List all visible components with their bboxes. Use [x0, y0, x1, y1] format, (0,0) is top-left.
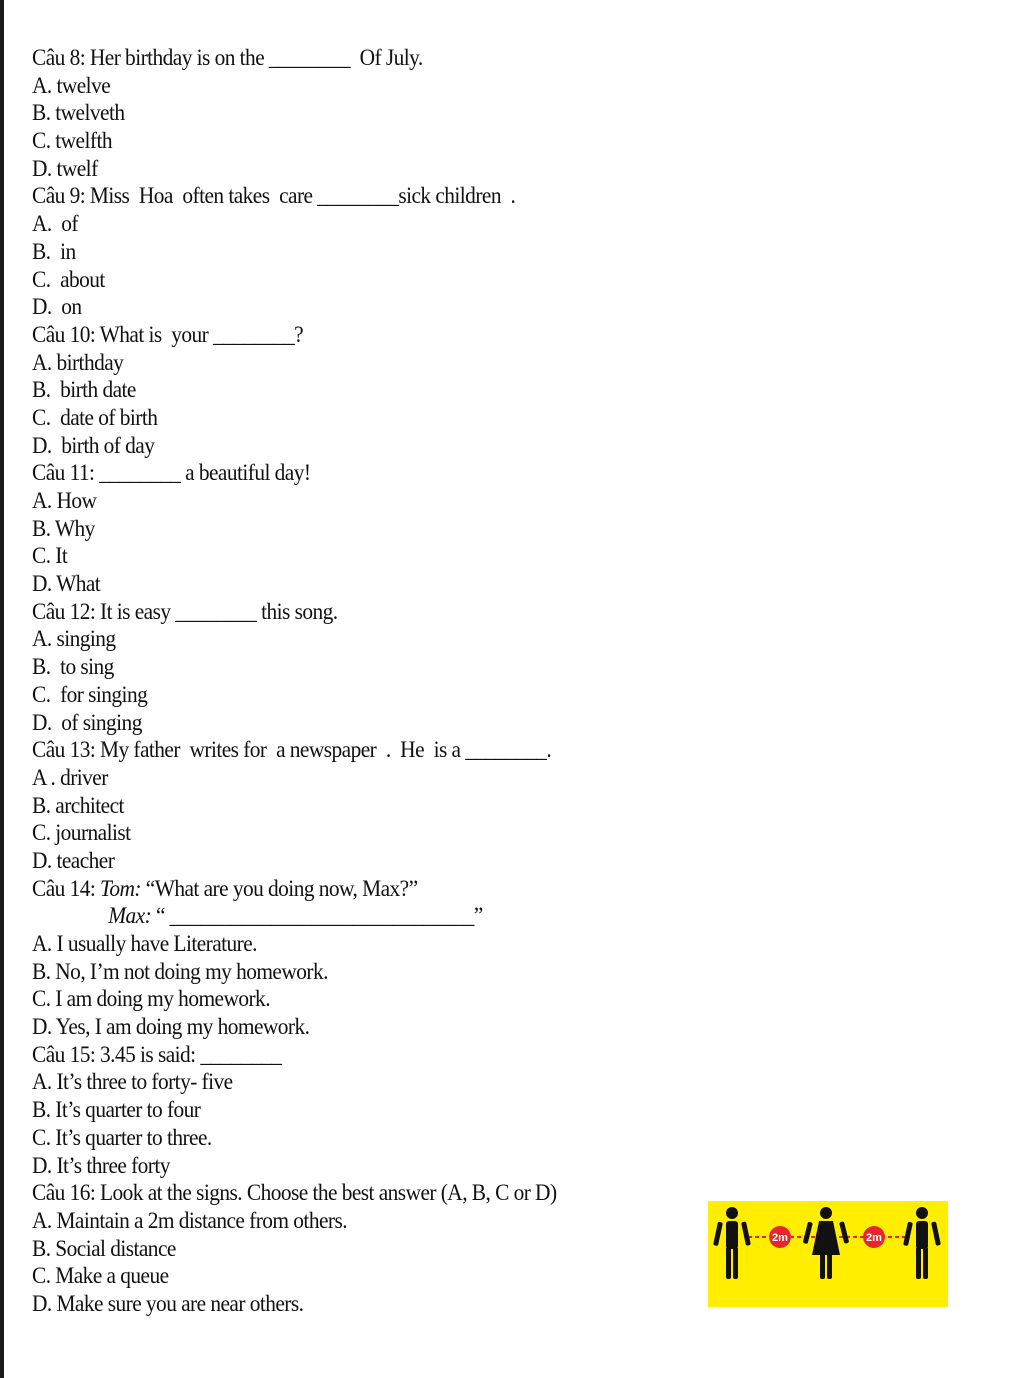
question-10-option-a: A. birthday	[32, 349, 124, 375]
distance-label-2: 2m	[866, 1232, 882, 1244]
question-15-option-d: D. It’s three forty	[32, 1152, 170, 1178]
max-dialogue-blank: “ ______________________________”	[151, 903, 483, 929]
question-14-option-b: B. No, I’m not doing my homework.	[32, 958, 328, 984]
question-15-option-b: B. It’s quarter to four	[32, 1097, 201, 1123]
person-icon	[713, 1207, 751, 1279]
question-9-stem: Câu 9: Miss Hoa often takes care ________sick children .	[32, 183, 516, 209]
question-10	[32, 321, 712, 459]
question-14-response-line	[32, 902, 664, 930]
question-14-prefix: Câu 14:	[32, 875, 101, 901]
question-15-stem: Câu 15: 3.45 is said: ________	[32, 1041, 282, 1067]
question-15-option-a: A. It’s three to forty- five	[32, 1069, 233, 1095]
distance-badge-icon	[863, 1226, 885, 1248]
question-8-option-a: A. twelve	[32, 72, 111, 98]
question-13-stem: Câu 13: My father writes for a newspaper . He is a ________.	[32, 737, 552, 763]
distance-label-1: 2m	[772, 1232, 788, 1244]
question-13-option-a: A . driver	[32, 764, 108, 790]
question-11-option-c: C. It	[32, 543, 68, 569]
question-12-option-d: D. of singing	[32, 709, 142, 735]
speaker-tom: Tom:	[100, 875, 141, 901]
question-14-stem	[32, 875, 664, 903]
question-16-option-a: A. Maintain a 2m distance from others.	[32, 1207, 348, 1233]
question-9-option-b: B. in	[32, 238, 76, 264]
question-10-option-c: C. date of birth	[32, 404, 158, 430]
question-12-option-b: B. to sing	[32, 654, 114, 680]
question-9-option-a: A. of	[32, 211, 78, 237]
question-14-option-c: C. I am doing my homework.	[32, 986, 270, 1012]
question-10-stem: Câu 10: What is your ________?	[32, 321, 304, 347]
question-11-stem: Câu 11: ________ a beautiful day!	[32, 460, 311, 486]
speaker-max: Max:	[108, 903, 152, 929]
question-10-option-b: B. birth date	[32, 377, 136, 403]
question-13-option-b: B. architect	[32, 792, 124, 818]
worksheet	[32, 44, 712, 1318]
question-16-stem: Câu 16: Look at the signs. Choose the best answer (A, B, C or D)	[32, 1180, 557, 1206]
question-9-option-c: C. about	[32, 266, 105, 292]
question-8-stem: Câu 8: Her birthday is on the ________ Of July.	[32, 45, 423, 70]
question-12-option-c: C. for singing	[32, 681, 148, 707]
question-13	[32, 736, 712, 874]
question-16-option-b: B. Social distance	[32, 1235, 176, 1261]
person-icon	[903, 1207, 941, 1279]
question-11-option-d: D. What	[32, 571, 101, 597]
question-11-option-b: B. Why	[32, 515, 95, 541]
question-14	[32, 875, 712, 1041]
social-distance-sign-graphic	[708, 1201, 948, 1307]
question-12	[32, 598, 712, 736]
question-15	[32, 1041, 712, 1179]
question-13-option-c: C. journalist	[32, 820, 131, 846]
question-8-option-b: B. twelveth	[32, 100, 125, 126]
tom-dialogue: “What are you doing now, Max?”	[140, 875, 418, 901]
question-14-option-a: A. I usually have Literature.	[32, 931, 257, 956]
question-8-option-d: D. twelf	[32, 155, 98, 181]
page-left-border	[0, 0, 4, 1378]
distance-badge-icon	[769, 1226, 791, 1248]
question-8	[32, 44, 712, 182]
social-distance-sign	[708, 1201, 948, 1307]
question-16-option-d: D. Make sure you are near others.	[32, 1290, 304, 1316]
question-11	[32, 459, 712, 597]
question-16-option-c: C. Make a queue	[32, 1263, 169, 1289]
question-12-option-a: A. singing	[32, 626, 116, 652]
question-13-option-d: D. teacher	[32, 847, 115, 873]
question-16	[32, 1179, 712, 1317]
question-10-option-d: D. birth of day	[32, 432, 155, 458]
question-12-stem: Câu 12: It is easy ________ this song.	[32, 598, 338, 624]
question-14-option-d: D. Yes, I am doing my homework.	[32, 1014, 310, 1040]
question-9-option-d: D. on	[32, 294, 82, 320]
question-15-option-c: C. It’s quarter to three.	[32, 1124, 212, 1150]
person-female-icon	[803, 1207, 849, 1279]
question-11-option-a: A. How	[32, 488, 97, 513]
question-9	[32, 182, 712, 320]
question-8-option-c: C. twelfth	[32, 128, 112, 154]
